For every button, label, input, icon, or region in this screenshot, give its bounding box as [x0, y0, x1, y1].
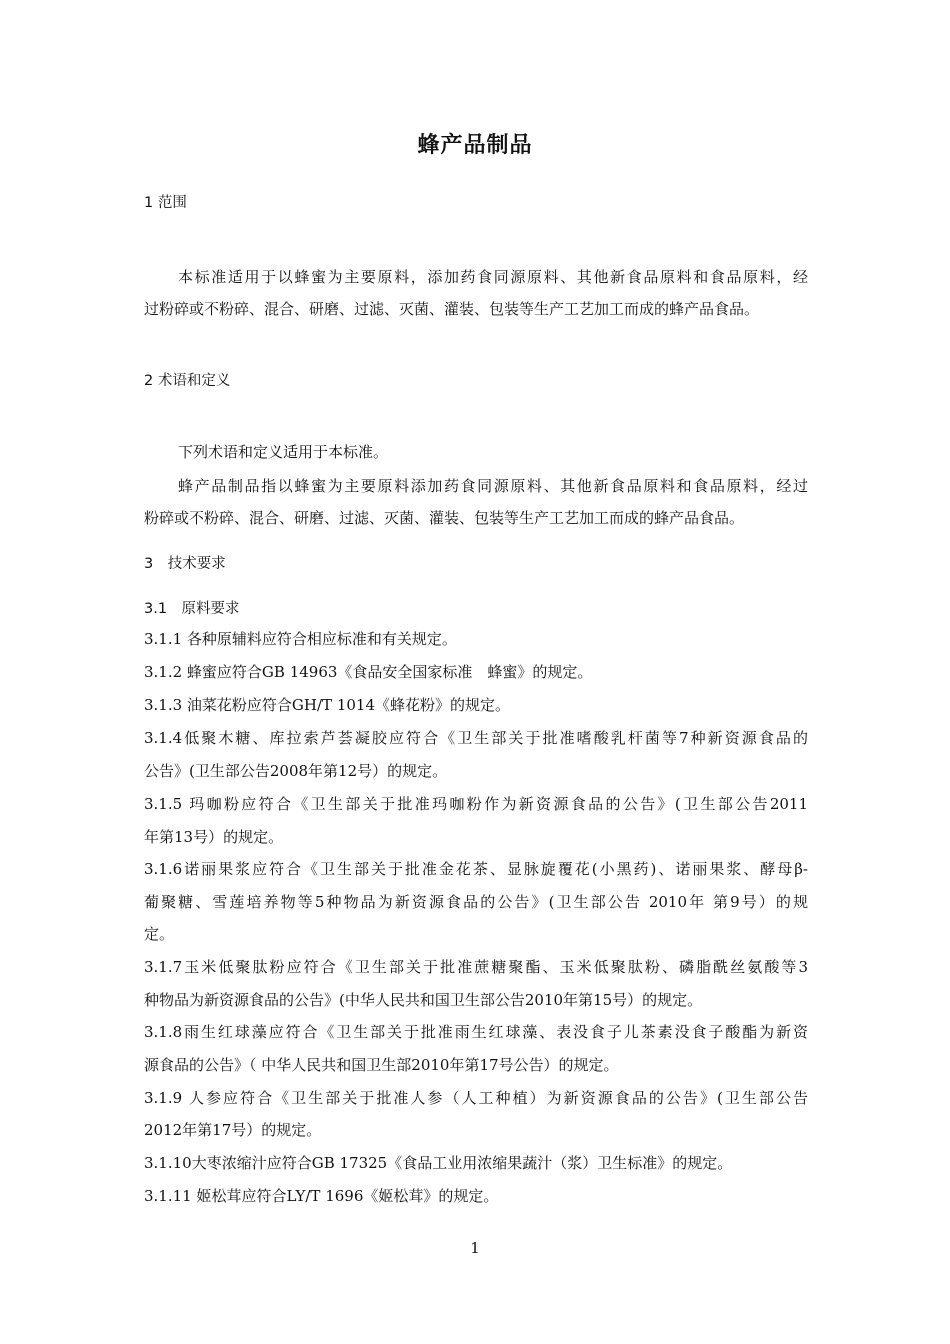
section-3-heading: 3 技术要求 — [144, 556, 226, 572]
clause-3-1-10: 3.1.10大枣浓缩汁应符合GB 17325《食品工业用浓缩果蔬汁（浆）卫生标准》的规定。 — [144, 1154, 733, 1172]
clause-3-1-9-line-2: 2012年第17号）的规定。 — [144, 1121, 322, 1139]
clause-3-1-4-line-2: 公告》(卫生部公告2008年第12号）的规定。 — [144, 762, 448, 780]
clause-3-1-6-line-3: 定。 — [144, 925, 175, 943]
clause-3-1-7-line-2: 种物品为新资源食品的公告》(中华人民共和国卫生部公告2010年第15号）的规定。 — [144, 991, 703, 1009]
clause-3-1-8-line-2: 源食品的公告》（ 中华人民共和国卫生部2010年第17号公告）的规定。 — [144, 1056, 619, 1074]
clause-3-1-11: 3.1.11 姬松茸应符合LY/T 1696《姬松茸》的规定。 — [144, 1187, 499, 1205]
clause-3-1-4-line-1: 3.1.4低聚木糖、库拉索芦荟凝胶应符合《卫生部关于批准嗜酸乳杆菌等7种新资源食品的 — [144, 729, 808, 747]
clause-3-1-2: 3.1.2 蜂蜜应符合GB 14963《食品安全国家标准 蜂蜜》的规定。 — [144, 663, 593, 681]
clause-3-1-8-line-1: 3.1.8雨生红球藻应符合《卫生部关于批准雨生红球藻、表没食子儿茶素没食子酸酯为新资 — [144, 1023, 808, 1041]
clause-3-1-5-line-1: 3.1.5 玛咖粉应符合《卫生部关于批准玛咖粉作为新资源食品的公告》(卫生部公告2011 — [144, 795, 808, 813]
section-1-paragraph-line-1: 本标准适用于以蜂蜜为主要原料，添加药食同源原料、其他新食品原料和食品原料，经 — [178, 268, 808, 286]
page-number: 1 — [470, 1239, 480, 1257]
section-2-heading: 2 术语和定义 — [144, 373, 231, 389]
clause-3-1-7-line-1: 3.1.7玉米低聚肽粉应符合《卫生部关于批准蔗糖聚酯、玉米低聚肽粉、磷脂酰丝氨酸等3 — [144, 958, 808, 976]
clause-3-1-9-line-1: 3.1.9 人参应符合《卫生部关于批准人参（人工种植）为新资源食品的公告》(卫生部公告 — [144, 1089, 808, 1107]
section-1-heading: 1 范围 — [144, 195, 187, 211]
clause-3-1-3: 3.1.3 油菜花粉应符合GH/T 1014《蜂花粉》的规定。 — [144, 696, 511, 714]
section-2-paragraph-2-line-1: 蜂产品制品指以蜂蜜为主要原料添加药食同源原料、其他新食品原料和食品原料，经过 — [178, 477, 808, 495]
clause-3-1-5-line-2: 年第13号）的规定。 — [144, 828, 284, 846]
section-2-paragraph-1: 下列术语和定义适用于本标准。 — [178, 443, 389, 461]
clause-3-1-6-line-2: 葡聚糖、雪莲培养物等5种物品为新资源食品的公告》(卫生部公告 2010年 第9号）的规 — [144, 893, 808, 911]
section-1-paragraph-line-2: 过粉碎或不粉碎、混合、研磨、过滤、灭菌、灌装、包装等生产工艺加工而成的蜂产品食品。 — [144, 300, 760, 318]
clause-3-1-1: 3.1.1 各种原辅料应符合相应标准和有关规定。 — [144, 630, 457, 648]
clause-3-1-6-line-1: 3.1.6诺丽果浆应符合《卫生部关于批准金花茶、显脉旋覆花(小黑药)、诺丽果浆、酵母β- — [144, 860, 808, 878]
document-title: 蜂产品制品 — [417, 133, 533, 158]
section-3-1-heading: 3.1 原料要求 — [144, 601, 240, 617]
section-2-paragraph-2-line-2: 粉碎或不粉碎、混合、研磨、过滤、灭菌、灌装、包装等生产工艺加工而成的蜂产品食品。 — [144, 509, 745, 527]
